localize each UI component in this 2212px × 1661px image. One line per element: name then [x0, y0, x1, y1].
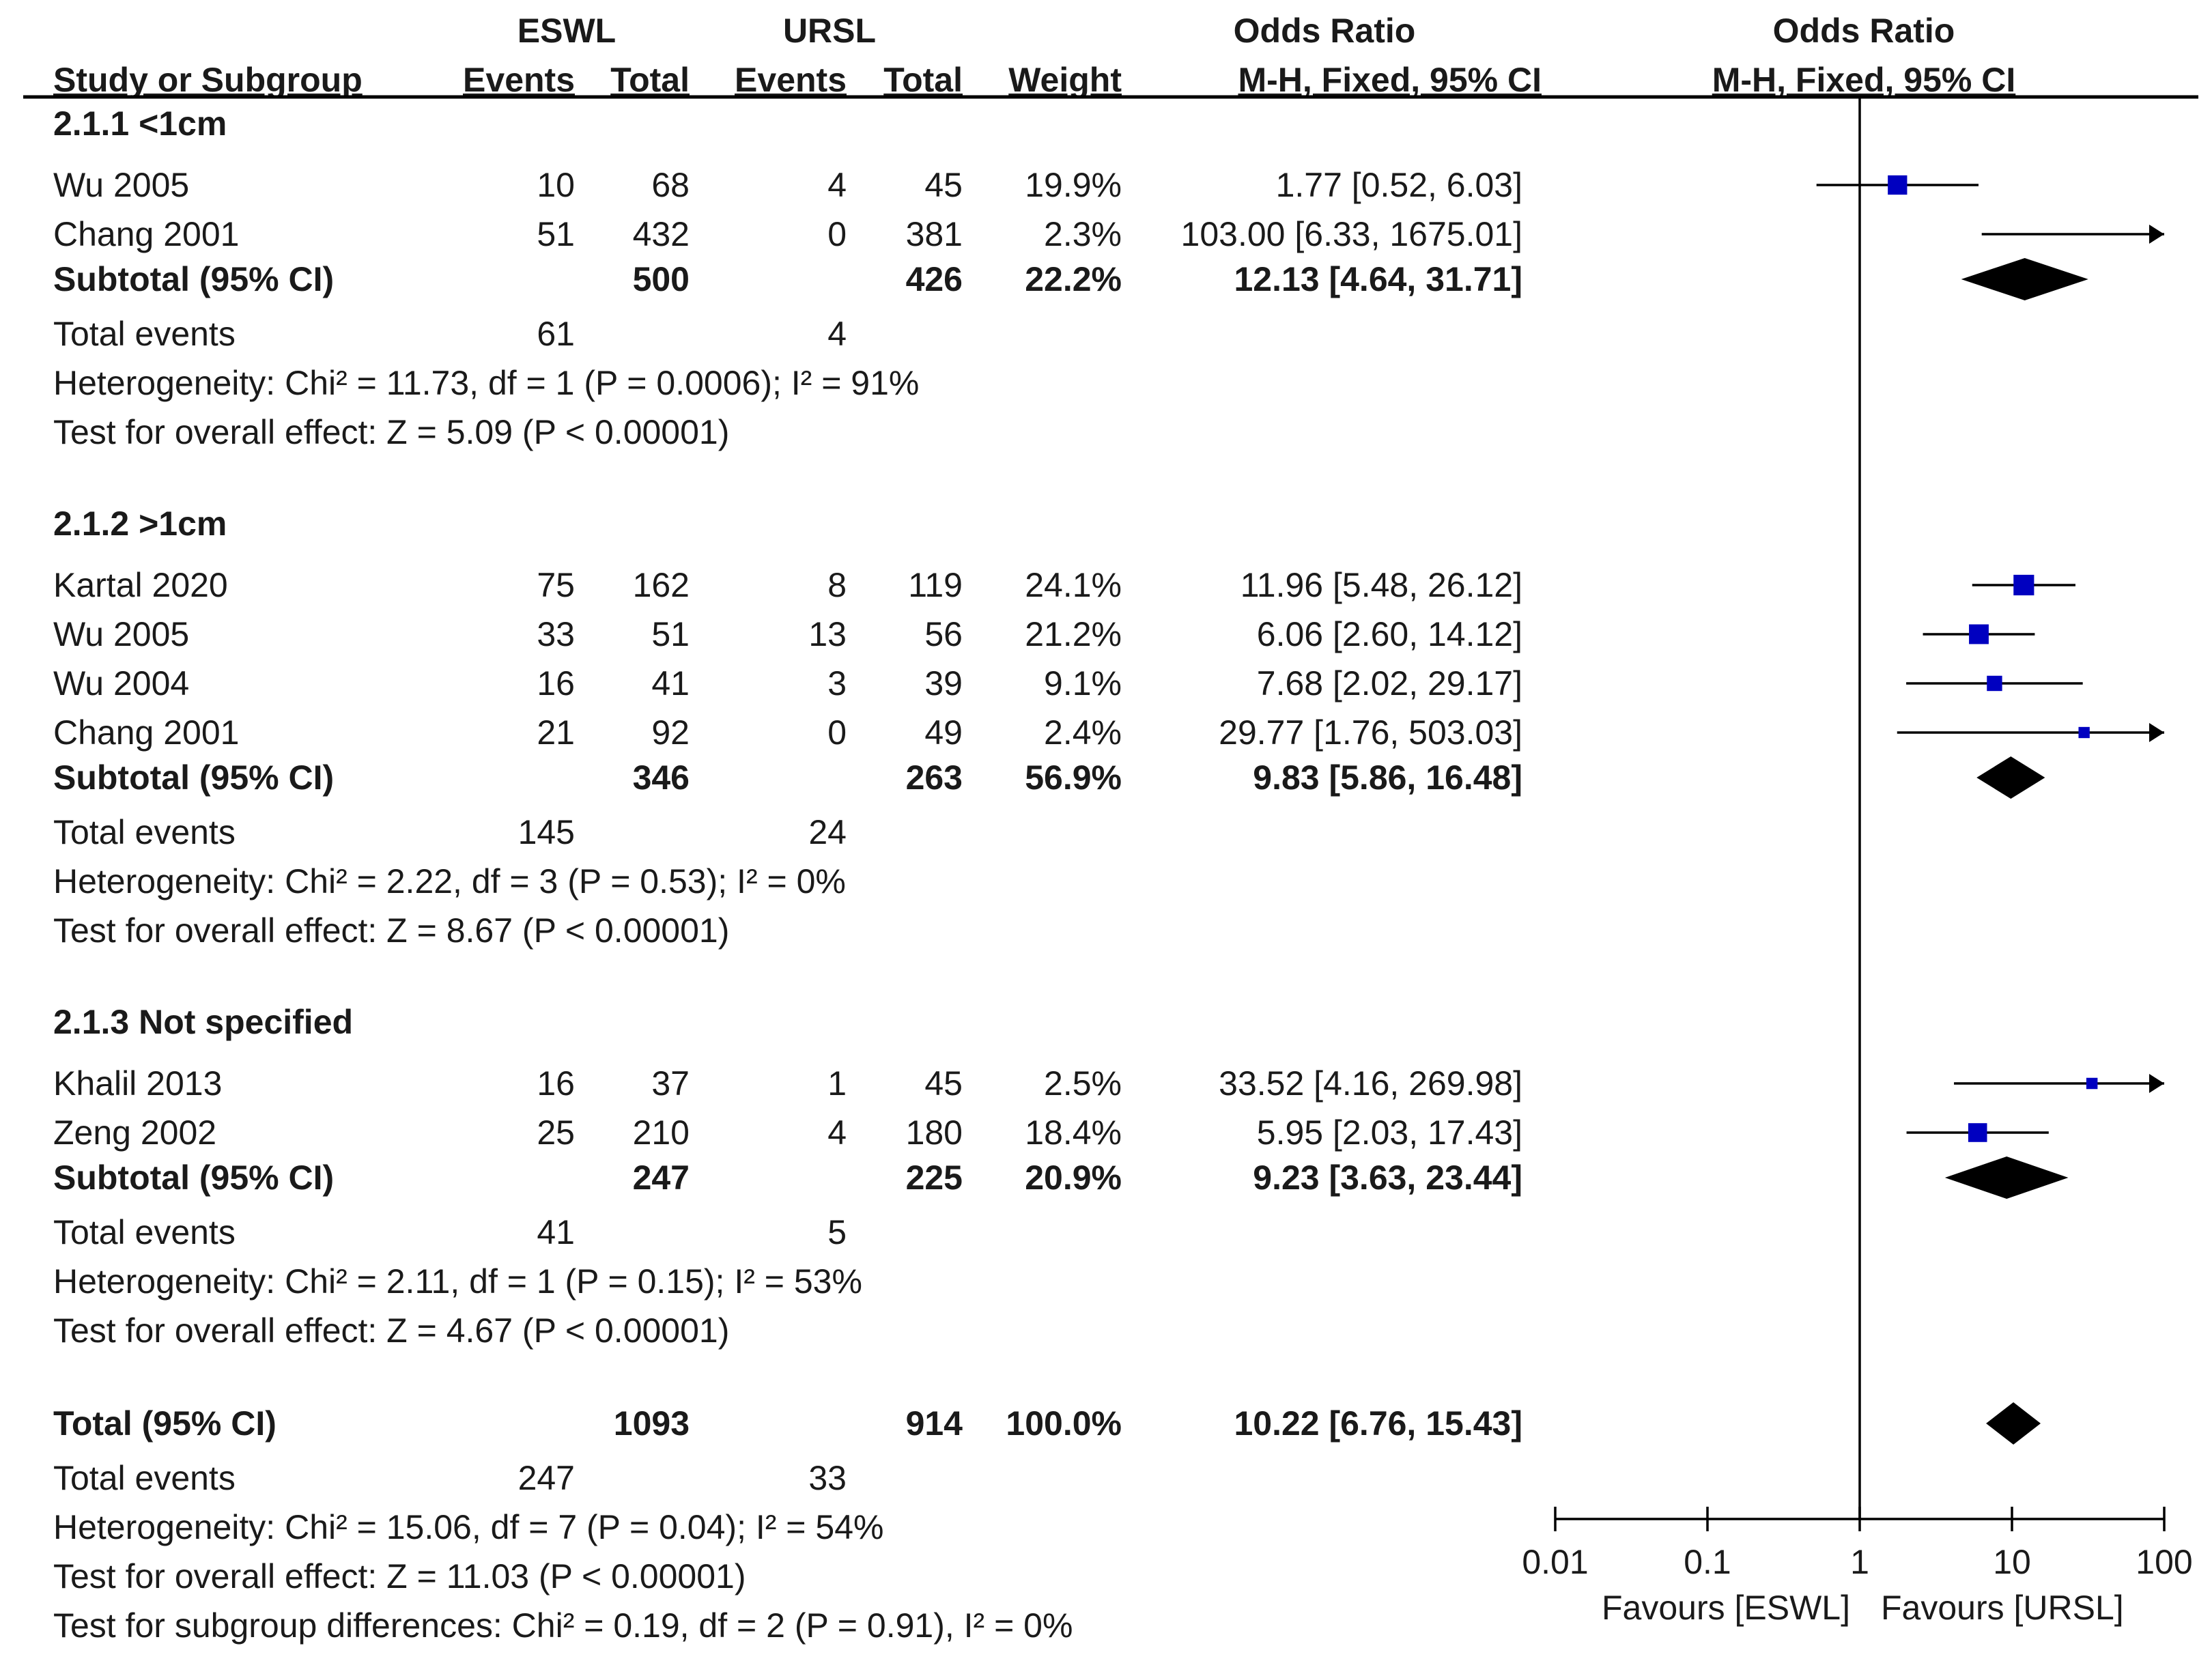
- weight: 100.0%: [1006, 1404, 1122, 1443]
- ci-arrow: [2149, 723, 2164, 742]
- header-odds-ratio: Odds Ratio: [1233, 12, 1416, 50]
- axis-tick-label: 0.1: [1684, 1543, 1731, 1581]
- events1: 16: [537, 1064, 575, 1103]
- study-name: Wu 2004: [53, 664, 190, 702]
- subgroup-differences-text: Test for subgroup differences: Chi² = 0.19, df = 2 (P = 0.91), I² = 0%: [53, 1606, 1073, 1645]
- events1: 25: [537, 1113, 575, 1152]
- weight: 18.4%: [1025, 1113, 1122, 1152]
- x-axis: [1522, 1507, 2192, 1627]
- odds-ratio-ci: 6.06 [2.60, 14.12]: [1256, 615, 1522, 653]
- summary-diamond: [1976, 756, 2045, 799]
- header-total1: Total: [610, 61, 690, 99]
- study-name: Kartal 2020: [53, 566, 228, 604]
- total-events-label: Total events: [53, 315, 236, 353]
- weight: 19.9%: [1025, 166, 1122, 204]
- odds-ratio-ci: 1.77 [0.52, 6.03]: [1275, 166, 1522, 204]
- study-name: Wu 2005: [53, 166, 190, 204]
- subgroup-title: 2.1.1 <1cm: [53, 104, 227, 143]
- total1: 210: [632, 1113, 690, 1152]
- heterogeneity-text: Heterogeneity: Chi² = 2.11, df = 1 (P = 0.15); I² = 53%: [53, 1262, 862, 1301]
- header-method: M-H, Fixed, 95% CI: [1238, 61, 1542, 99]
- header-weight: Weight: [1008, 61, 1122, 99]
- total2: 263: [905, 758, 963, 797]
- total1: 92: [651, 713, 690, 752]
- total1: 500: [632, 260, 690, 298]
- total2: 49: [924, 713, 963, 752]
- study-square: [2013, 575, 2034, 595]
- study-square: [1969, 625, 1989, 644]
- ci-arrow: [2149, 1074, 2164, 1093]
- total1: 51: [651, 615, 690, 653]
- events1: 33: [537, 615, 575, 653]
- total1: 41: [651, 664, 690, 702]
- table-header: [23, 12, 2198, 99]
- events1: 61: [537, 315, 575, 353]
- header-total2: Total: [883, 61, 963, 99]
- study-square: [1968, 1123, 1987, 1142]
- odds-ratio-ci: 103.00 [6.33, 1675.01]: [1180, 215, 1522, 253]
- total2: 426: [905, 260, 963, 298]
- ci-arrow: [2149, 225, 2164, 244]
- weight: 56.9%: [1025, 758, 1122, 797]
- total-label: Total (95% CI): [53, 1404, 276, 1443]
- events2: 13: [808, 615, 847, 653]
- total1: 37: [651, 1064, 690, 1103]
- odds-ratio-ci: 12.13 [4.64, 31.71]: [1234, 260, 1522, 298]
- overall-effect-text: Test for overall effect: Z = 11.03 (P < 0.00001): [53, 1557, 746, 1595]
- events2: 0: [827, 215, 847, 253]
- events1: 41: [537, 1213, 575, 1251]
- study-name: Chang 2001: [53, 215, 240, 253]
- summary-diamond: [1986, 1402, 2041, 1445]
- total2: 381: [905, 215, 963, 253]
- total2: 225: [905, 1159, 963, 1197]
- events2: 0: [827, 713, 847, 752]
- axis-tick-label: 1: [1850, 1543, 1869, 1581]
- study-square: [2078, 727, 2089, 738]
- header-study: Study or Subgroup: [53, 61, 363, 99]
- study-name: Khalil 2013: [53, 1064, 223, 1103]
- header-method-plot: M-H, Fixed, 95% CI: [1712, 61, 2016, 99]
- study-square: [2086, 1078, 2097, 1089]
- overall-effect-text: Test for overall effect: Z = 5.09 (P < 0.00001): [53, 413, 730, 451]
- total1: 1093: [613, 1404, 690, 1443]
- total2: 45: [924, 1064, 963, 1103]
- events2: 33: [808, 1459, 847, 1497]
- overall-effect-text: Test for overall effect: Z = 8.67 (P < 0.00001): [53, 911, 730, 950]
- total1: 247: [632, 1159, 690, 1197]
- odds-ratio-ci: 9.23 [3.63, 23.44]: [1253, 1159, 1522, 1197]
- events1: 247: [517, 1459, 575, 1497]
- heterogeneity-text: Heterogeneity: Chi² = 2.22, df = 3 (P = 0.53); I² = 0%: [53, 862, 846, 900]
- events2: 8: [827, 566, 847, 604]
- axis-tick-label: 100: [2136, 1543, 2193, 1581]
- odds-ratio-ci: 10.22 [6.76, 15.43]: [1234, 1404, 1522, 1443]
- total-events-label: Total events: [53, 1459, 236, 1497]
- plot-marks: [1817, 97, 2164, 1519]
- odds-ratio-ci: 9.83 [5.86, 16.48]: [1253, 758, 1522, 797]
- odds-ratio-ci: 7.68 [2.02, 29.17]: [1256, 664, 1522, 702]
- events2: 4: [827, 1113, 847, 1152]
- weight: 2.5%: [1044, 1064, 1122, 1103]
- summary-diamond: [1961, 258, 2088, 300]
- events2: 5: [827, 1213, 847, 1251]
- weight: 9.1%: [1044, 664, 1122, 702]
- subgroup-title: 2.1.3 Not specified: [53, 1003, 354, 1041]
- subgroup-title: 2.1.2 >1cm: [53, 505, 227, 543]
- total2: 180: [905, 1113, 963, 1152]
- total-events-label: Total events: [53, 813, 236, 851]
- events1: 51: [537, 215, 575, 253]
- table-rows: [53, 104, 1522, 1645]
- axis-tick-label: 0.01: [1522, 1543, 1589, 1581]
- events2: 4: [827, 315, 847, 353]
- odds-ratio-ci: 29.77 [1.76, 503.03]: [1219, 713, 1522, 752]
- subtotal-label: Subtotal (95% CI): [53, 260, 335, 298]
- favours-left-label: Favours [ESWL]: [1602, 1589, 1850, 1627]
- total2: 914: [905, 1404, 963, 1443]
- odds-ratio-ci: 11.96 [5.48, 26.12]: [1240, 566, 1522, 604]
- weight: 2.3%: [1044, 215, 1122, 253]
- weight: 20.9%: [1025, 1159, 1122, 1197]
- axis-tick-label: 10: [1993, 1543, 2031, 1581]
- study-name: Zeng 2002: [53, 1113, 217, 1152]
- events2: 4: [827, 166, 847, 204]
- header-events2: Events: [735, 61, 847, 99]
- header-odds-ratio-plot: Odds Ratio: [1772, 12, 1955, 50]
- total-events-label: Total events: [53, 1213, 236, 1251]
- events1: 16: [537, 664, 575, 702]
- subtotal-label: Subtotal (95% CI): [53, 758, 335, 797]
- events2: 3: [827, 664, 847, 702]
- weight: 22.2%: [1025, 260, 1122, 298]
- events1: 21: [537, 713, 575, 752]
- study-name: Chang 2001: [53, 713, 240, 752]
- header-group1: ESWL: [517, 12, 616, 50]
- events2: 1: [827, 1064, 847, 1103]
- favours-right-label: Favours [URSL]: [1881, 1589, 2124, 1627]
- weight: 2.4%: [1044, 713, 1122, 752]
- subtotal-label: Subtotal (95% CI): [53, 1159, 335, 1197]
- total2: 39: [924, 664, 963, 702]
- total2: 45: [924, 166, 963, 204]
- heterogeneity-text: Heterogeneity: Chi² = 11.73, df = 1 (P = 0.0006); I² = 91%: [53, 364, 920, 402]
- header-events1: Events: [463, 61, 575, 99]
- study-square: [1987, 676, 2002, 691]
- weight: 21.2%: [1025, 615, 1122, 653]
- events1: 145: [517, 813, 575, 851]
- odds-ratio-ci: 5.95 [2.03, 17.43]: [1256, 1113, 1522, 1152]
- weight: 24.1%: [1025, 566, 1122, 604]
- overall-effect-text: Test for overall effect: Z = 4.67 (P < 0.00001): [53, 1311, 730, 1350]
- total1: 162: [632, 566, 690, 604]
- heterogeneity-text: Heterogeneity: Chi² = 15.06, df = 7 (P = 0.04); I² = 54%: [53, 1508, 884, 1546]
- total2: 119: [908, 566, 963, 604]
- total2: 56: [924, 615, 963, 653]
- events1: 75: [537, 566, 575, 604]
- total1: 346: [632, 758, 690, 797]
- summary-diamond: [1945, 1156, 2069, 1199]
- total1: 68: [651, 166, 690, 204]
- odds-ratio-ci: 33.52 [4.16, 269.98]: [1219, 1064, 1522, 1103]
- total1: 432: [632, 215, 690, 253]
- study-square: [1888, 175, 1907, 195]
- header-group2: URSL: [782, 12, 877, 50]
- events2: 24: [808, 813, 847, 851]
- events1: 10: [537, 166, 575, 204]
- study-name: Wu 2005: [53, 615, 190, 653]
